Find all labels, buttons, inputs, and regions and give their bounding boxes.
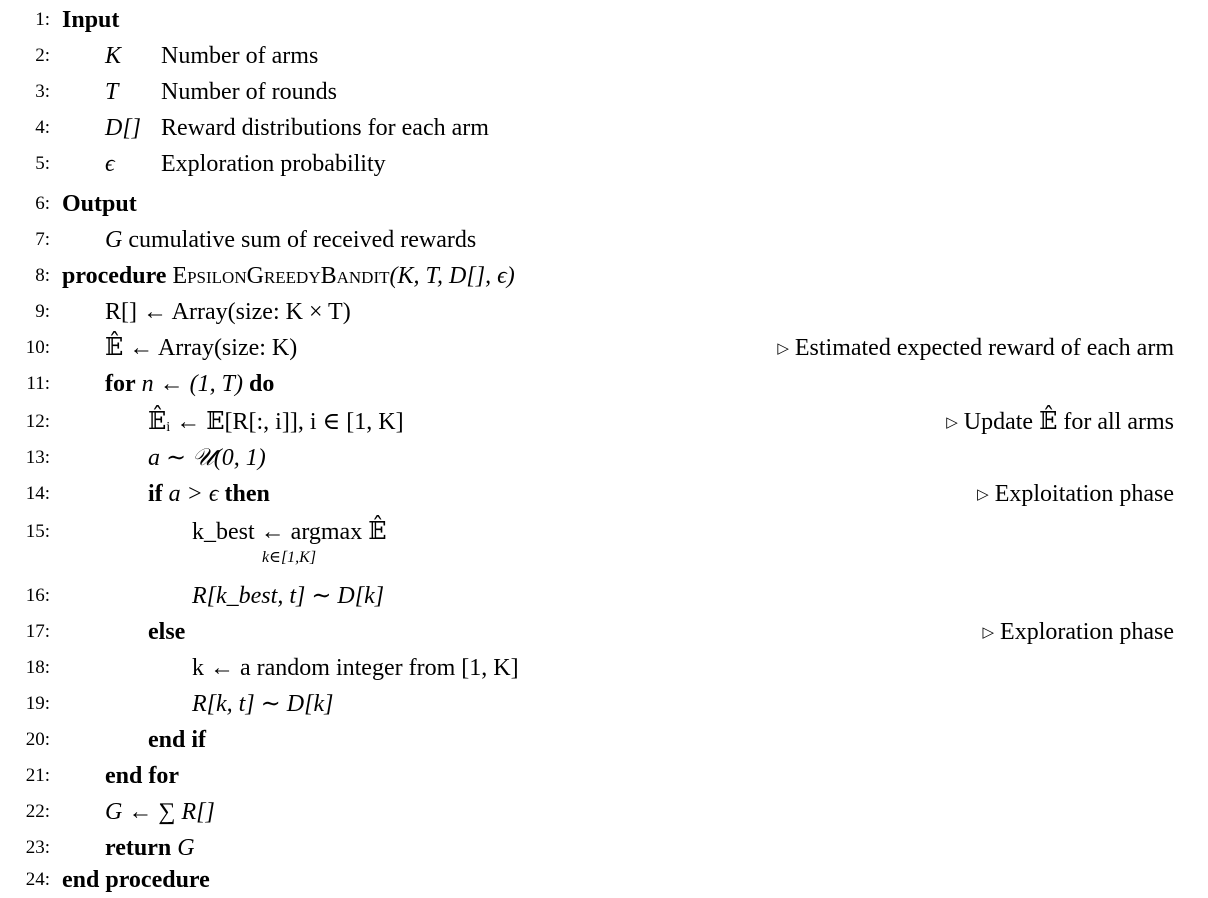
- line-number: 5:: [35, 153, 50, 174]
- statement: R[k, t] ∼ D[k]: [192, 691, 334, 717]
- keyword: if: [148, 481, 163, 507]
- algo-line: [0, 862, 1208, 898]
- keyword: do: [249, 371, 275, 397]
- keyword: then: [224, 481, 270, 507]
- algo-line: [0, 514, 1208, 566]
- line-number: 2:: [35, 45, 50, 66]
- line-number: 8:: [35, 265, 50, 286]
- line-number: 13:: [25, 447, 50, 468]
- statement: R[k_best, t] ∼ D[k]: [192, 583, 385, 609]
- comment: [777, 330, 1174, 367]
- symbol: ϵ: [105, 151, 115, 177]
- algo-line: [0, 186, 1208, 222]
- statement: n ← (1, T): [141, 371, 243, 397]
- algo-line: [0, 578, 1208, 614]
- algo-line: [0, 258, 1208, 294]
- algo-line: [0, 330, 1208, 366]
- algo-line: [0, 686, 1208, 722]
- line-number: 24:: [25, 869, 50, 890]
- line-number: 10:: [25, 337, 50, 358]
- statement: G: [177, 835, 195, 861]
- algo-line: [0, 794, 1208, 830]
- algo-line: [0, 222, 1208, 258]
- comment: [946, 404, 1174, 441]
- symbol: T: [105, 79, 119, 105]
- line-number: 14:: [25, 483, 50, 504]
- algo-line: [0, 74, 1208, 110]
- output-heading: Output: [62, 191, 137, 217]
- algo-line: [0, 614, 1208, 650]
- param-description: Number of arms: [161, 43, 319, 69]
- algo-line: [0, 758, 1208, 794]
- symbol: G: [105, 227, 123, 253]
- argmax-subscript: k∈[1,K]: [262, 549, 317, 566]
- comment-text: Update 𝔼̂ for all arms: [963, 409, 1174, 435]
- keyword: end procedure: [62, 867, 210, 893]
- line-number: 12:: [25, 411, 50, 432]
- triangle-right-icon: ▷: [982, 625, 995, 641]
- keyword: end if: [148, 727, 207, 753]
- statement: 𝔼̂ᵢ ← 𝔼[R[:, i]], i ∈ [1, K]: [148, 409, 404, 435]
- comment: [983, 614, 1175, 651]
- param-description: Reward distributions for each arm: [161, 115, 489, 141]
- algo-line: [0, 294, 1208, 330]
- algo-line: [0, 830, 1208, 866]
- algo-line: [0, 404, 1208, 440]
- algo-line: [0, 722, 1208, 758]
- statement: G ← ∑ R[]: [105, 799, 215, 825]
- algo-line: [0, 366, 1208, 402]
- algo-line: [0, 146, 1208, 182]
- keyword: return: [105, 835, 172, 861]
- comment-text: Exploitation phase: [994, 481, 1174, 507]
- algo-line: [0, 476, 1208, 512]
- line-number: 20:: [25, 729, 50, 750]
- triangle-right-icon: ▷: [977, 487, 989, 503]
- procedure-args: (K, T, D[], ϵ): [389, 263, 515, 289]
- input-heading: Input: [62, 7, 120, 33]
- statement: k_best ← argmax 𝔼̂: [192, 519, 387, 545]
- line-number: 17:: [25, 621, 50, 642]
- symbol: D[]: [105, 115, 142, 141]
- keyword: else: [148, 619, 186, 645]
- triangle-right-icon: ▷: [777, 341, 789, 357]
- triangle-right-icon: ▷: [946, 415, 958, 431]
- comment-text: Exploration phase: [1000, 619, 1174, 645]
- comment-text: Estimated expected reward of each arm: [794, 335, 1174, 361]
- statement: 𝔼̂ ← Array(size: K): [105, 335, 298, 361]
- line-number: 23:: [25, 837, 50, 858]
- param-description: cumulative sum of received rewards: [128, 227, 477, 253]
- line-number: 6:: [35, 193, 50, 214]
- procedure-name: EpsilonGreedyBandit: [172, 263, 390, 289]
- line-number: 4:: [35, 117, 50, 138]
- algo-line: [0, 110, 1208, 146]
- param-description: Number of rounds: [161, 79, 337, 105]
- algo-line: [0, 440, 1208, 476]
- comment: [977, 476, 1174, 513]
- line-number: 7:: [35, 229, 50, 250]
- statement: k ← a random integer from [1, K]: [192, 655, 519, 681]
- line-number: 11:: [26, 373, 50, 394]
- keyword: for: [105, 371, 136, 397]
- statement: a > ϵ: [168, 481, 219, 507]
- line-number: 1:: [35, 9, 50, 30]
- line-number: 21:: [25, 765, 50, 786]
- algo-line: [0, 2, 1208, 38]
- procedure-keyword: procedure: [62, 263, 167, 289]
- line-number: 22:: [25, 801, 50, 822]
- line-number: 16:: [25, 585, 50, 606]
- algo-line: [0, 38, 1208, 74]
- algo-line: [0, 650, 1208, 686]
- line-number: 18:: [25, 657, 50, 678]
- param-description: Exploration probability: [161, 151, 386, 177]
- keyword: end for: [105, 763, 179, 789]
- statement: R[] ← Array(size: K × T): [105, 299, 351, 325]
- statement: a ∼ 𝒰(0, 1): [148, 445, 266, 471]
- line-number: 9:: [35, 301, 50, 322]
- symbol: K: [105, 43, 122, 69]
- line-number: 3:: [35, 81, 50, 102]
- line-number: 19:: [25, 693, 50, 714]
- line-number: 15:: [25, 521, 50, 542]
